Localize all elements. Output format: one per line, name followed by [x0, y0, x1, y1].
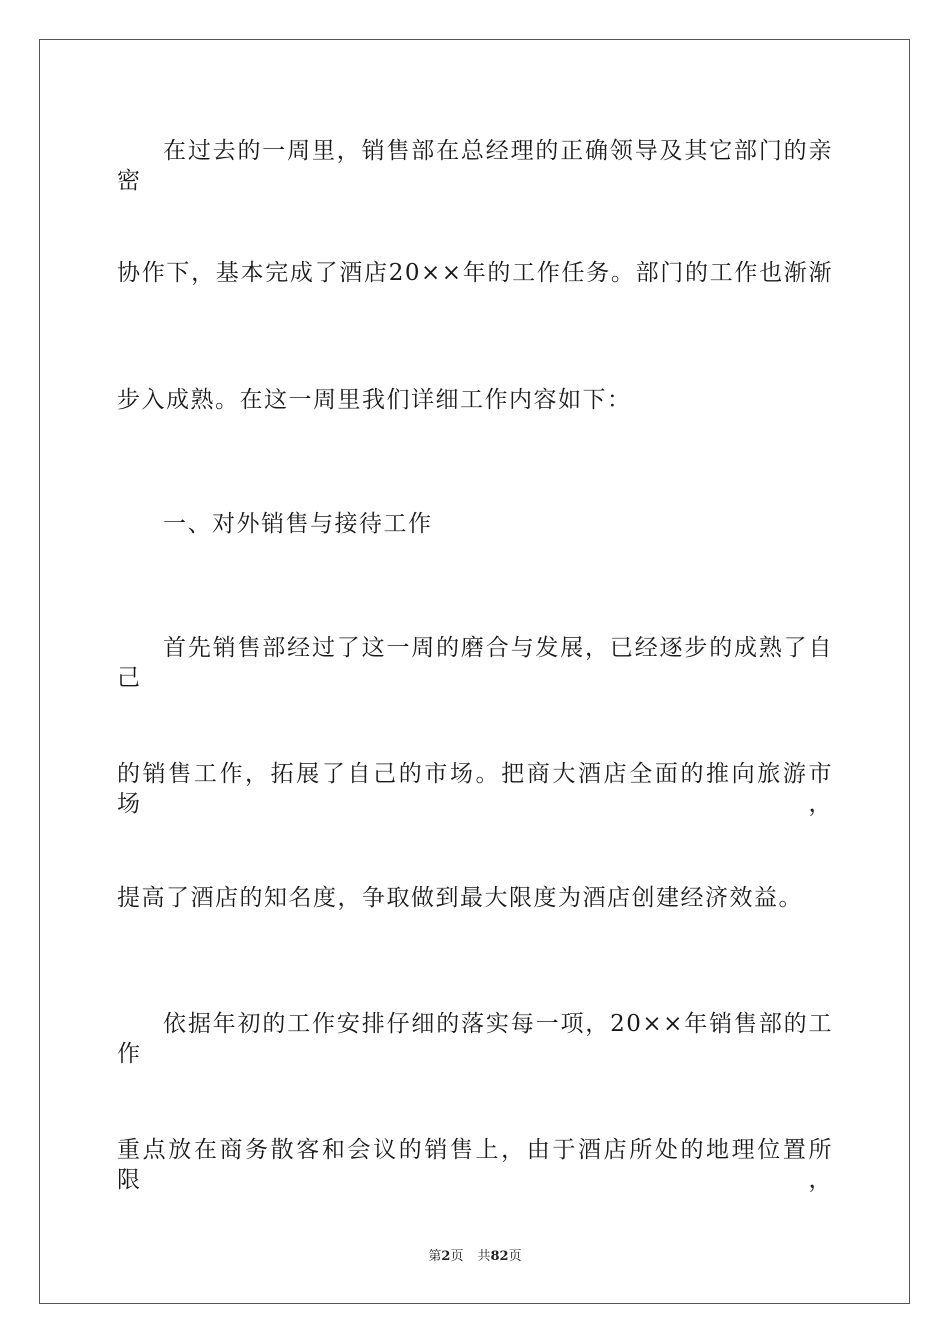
total-pages: 82: [490, 1249, 509, 1264]
paragraph-line: 步入成熟。在这一周里我们详细工作内容如下：: [117, 387, 632, 413]
paragraph-line: 的销售工作，拓展了自己的市场。把商大酒店全面的推向旅游市场，: [117, 761, 833, 817]
paragraph-line: 在过去的一周里，销售部在总经理的正确领导及其它部门的亲密: [117, 138, 833, 194]
paragraph-line: 提高了酒店的知名度，争取做到最大限度为酒店创建经济效益。: [117, 885, 803, 911]
page-border: [39, 39, 910, 1304]
page-prefix: 第: [428, 1249, 442, 1264]
total-prefix: 共: [477, 1249, 491, 1264]
paragraph-line: 首先销售部经过了这一周的磨合与发展，已经逐步的成熟了自己: [117, 635, 833, 691]
page-footer: [0, 1248, 950, 1266]
paragraph-line: 依据年初的工作安排仔细的落实每一项，20××年销售部的工作: [117, 1011, 833, 1067]
paragraph-line: 重点放在商务散客和会议的销售上，由于酒店所处的地理位置所限，: [117, 1137, 833, 1193]
page-suffix: 页: [450, 1249, 464, 1264]
section-heading: 一、对外销售与接待工作: [163, 511, 433, 537]
paragraph-line: 协作下，基本完成了酒店20××年的工作任务。部门的工作也渐渐: [117, 260, 833, 286]
page-number: 2: [441, 1249, 451, 1264]
total-suffix: 页: [508, 1249, 522, 1264]
